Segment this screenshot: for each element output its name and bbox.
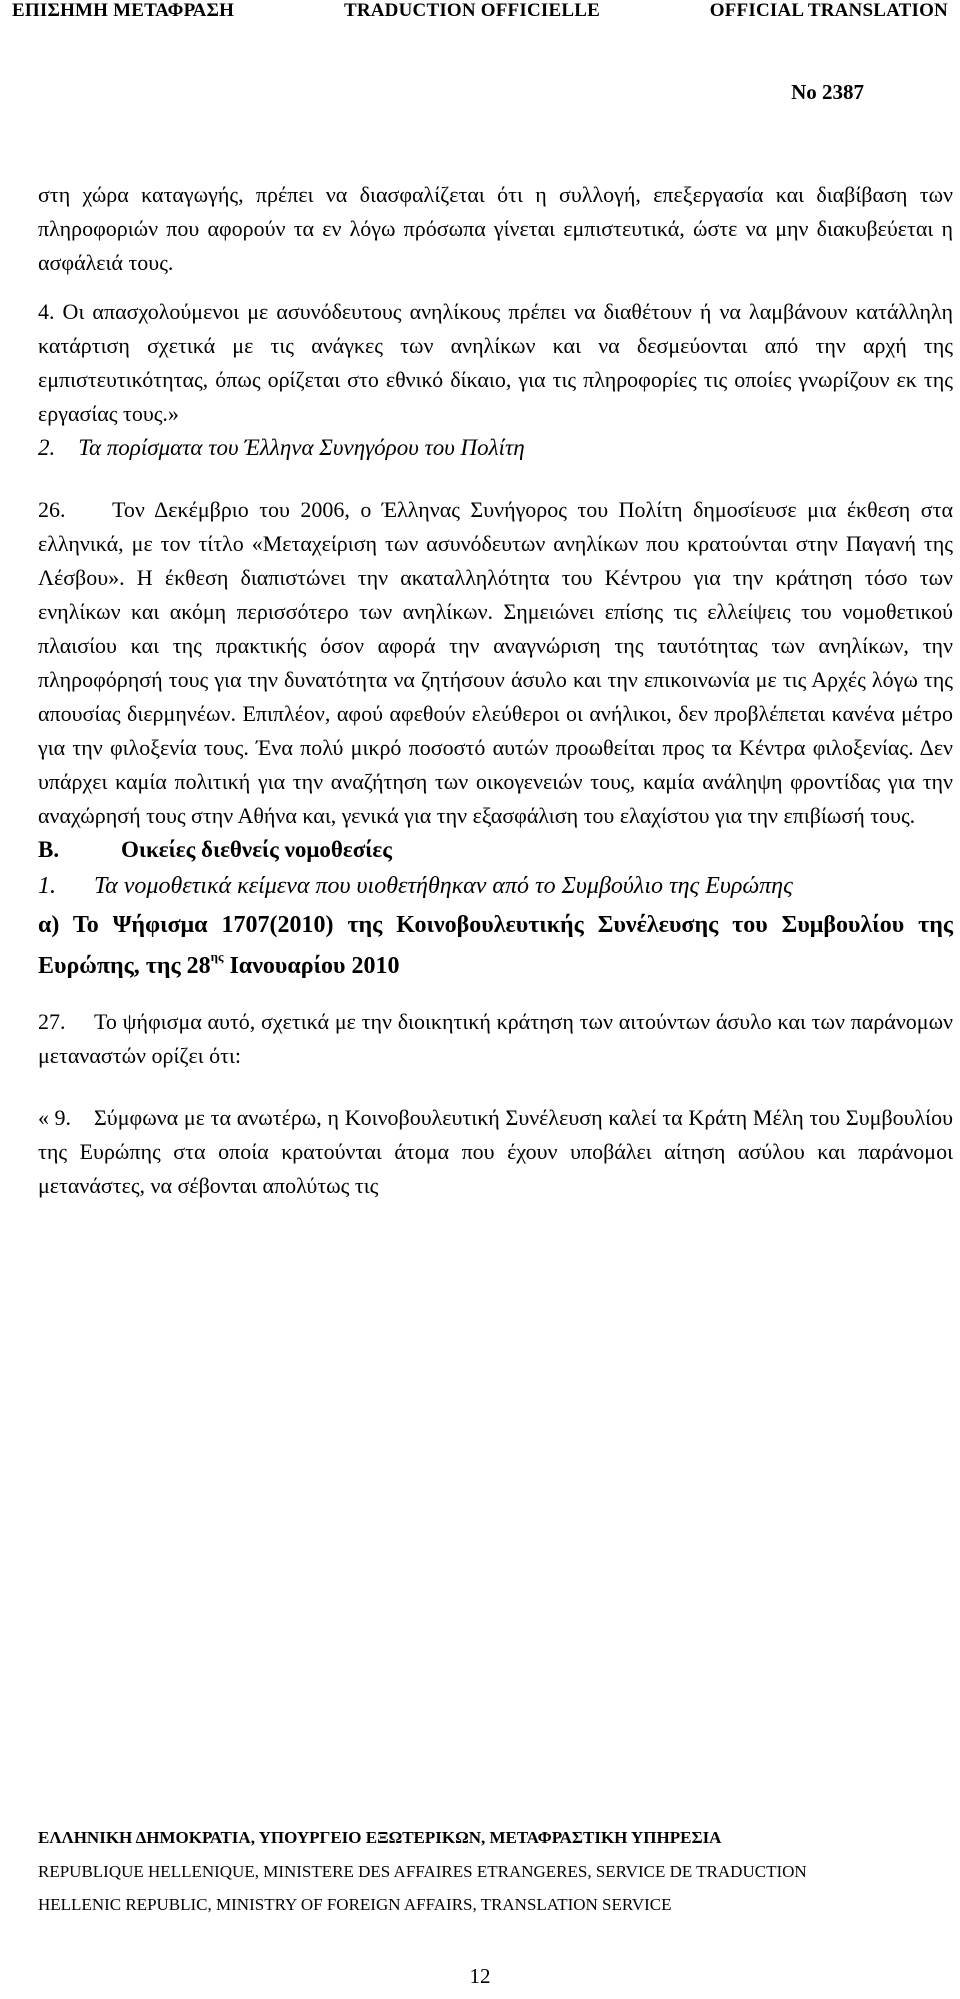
- translation-header: [12, 0, 948, 22]
- paragraph-number: « 9.: [38, 1105, 71, 1130]
- header-english: OFFICIAL TRANSLATION: [709, 0, 948, 21]
- paragraph-27: [38, 1005, 953, 1073]
- paragraph-text: Το ψήφισμα αυτό, σχετικά με την διοικητική κράτηση των αιτούντων άσυλο και των παράνομων μεταναστών ορίζει ότι:: [38, 1009, 953, 1068]
- section-heading-b: [38, 833, 953, 867]
- ordinal-suffix: ης: [210, 949, 224, 964]
- resolution-heading: [38, 905, 953, 987]
- document-number: No 2387: [791, 80, 864, 104]
- subsection-number: 1.: [38, 873, 56, 899]
- footer-french: REPUBLIQUE HELLENIQUE, MINISTERE DES AFFAIRES ETRANGERES, SERVICE DE TRADUCTION: [38, 1862, 807, 1881]
- footer-greek: ΕΛΛΗΝΙΚΗ ΔΗΜΟΚΡΑΤΙΑ, ΥΠΟΥΡΓΕΙΟ ΕΞΩΤΕΡΙΚΩΝ, ΜΕΤΑΦΡΑΣΤΙΚΗ ΥΠΗΡΕΣΙΑ: [38, 1828, 722, 1847]
- subsection-title: Τα νομοθετικά κείμενα που υιοθετήθηκαν από το Συμβούλιο της Ευρώπης: [94, 873, 793, 899]
- paragraph-continuation: στη χώρα καταγωγής, πρέπει να διασφαλίζεται ότι η συλλογή, επεξεργασία και διαβίβαση των πληροφοριών που αφορούν τα εν λόγω πρόσωπα γίνεται εμπιστευτικά, ώστε να μην διακυβεύεται η ασφάλειά τους.: [38, 182, 953, 275]
- section-title: Οικείες διεθνείς νομοθεσίες: [121, 837, 392, 862]
- page-number: 12: [469, 1964, 491, 1988]
- paragraph-number: 26.: [38, 497, 66, 522]
- footer-english: HELLENIC REPUBLIC, MINISTRY OF FOREIGN AFFAIRS, TRANSLATION SERVICE: [38, 1895, 672, 1914]
- paragraph-text: Τον Δεκέμβριο του 2006, ο Έλληνας Συνήγορος του Πολίτη δημοσίευσε μια έκθεση στα ελληνικά, με τον τίτλο «Μεταχείριση των ασυνόδευτων ανηλίκων που κρατούνται στην Παγανή της Λέσβου». Η έκθεση διαπιστώνει την ακαταλληλότητα του Κέντρου για την κράτηση τόσο των ενηλίκων και ακόμη περισσότερο των ανηλίκων. Σημειώνει επίσης τις ελλείψεις του νομοθετικού πλαισίου και της πρακτικής όσον αφορά την αναγνώριση της ταυτότητας των ανηλίκων, την πληροφόρησή τους για την δυνατότητα να ζητήσουν άσυλο και την επικοινωνία με τις Αρχές λόγω της απουσίας διερμηνέων. Επιπλέον, αφού αφεθούν ελεύθεροι οι ανήλικοι, δεν προβλέπεται κανένα μέτρο για την φιλοξενία τους. Ένα πολύ μικρό ποσοστό αυτών προωθείται προς τα Κέντρα φιλοξενίας. Δεν υπάρχει καμία πολιτική για την αναζήτηση των οικογενειών τους, καμία ανάληψη φροντίδας για την αναχώρησή τους στην Αθήνα και, γενικά για την εξασφάλιση του ελαχίστου για την επιβίωσή τους.: [38, 497, 953, 828]
- section-heading-ombudsman: 2. Τα πορίσματα του Έλληνα Συνηγόρου του Πολίτη: [38, 435, 525, 460]
- paragraph-quote-9: [38, 1101, 953, 1203]
- document-body: [38, 178, 953, 1203]
- paragraph-number: 27.: [38, 1009, 66, 1034]
- subsection-heading-council: [38, 867, 953, 905]
- header-french: TRADUCTION OFFICIELLE: [343, 0, 600, 21]
- section-letter: B.: [38, 837, 60, 862]
- paragraph-26: [38, 493, 953, 833]
- header-greek: ΕΠΙΣΗΜΗ ΜΕΤΑΦΡΑΣΗ: [12, 0, 235, 21]
- resolution-date: Ιανουαρίου 2010: [223, 953, 400, 979]
- paragraph-point-4: 4. Οι απασχολούμενοι με ασυνόδευτους ανηλίκους πρέπει να διαθέτουν ή να λαμβάνουν κατάλληλη κατάρτιση σχετικά με τις ανάγκες των ανηλίκων και να δεσμεύονται από την αρχή της εμπιστευτικότητας, όπως ορίζεται στο εθνικό δίκαιο, για τις πληροφορίες τις οποίες γνωρίζουν εκ της εργασίας τους.»: [38, 299, 953, 426]
- paragraph-text: Σύμφωνα με τα ανωτέρω, η Κοινοβουλευτική Συνέλευση καλεί τα Κράτη Μέλη του Συμβουλίου της Ευρώπης στα οποία κρατούνται άτομα που έχουν υποβάλει αίτηση ασύλου και παράνομοι μετανάστες, να σέβονται απολύτως τις: [38, 1105, 953, 1198]
- resolution-title: α) Το Ψήφισμα 1707(2010) της Κοινοβουλευτικής Συνέλευσης του Συμβουλίου της Ευρώπης, της 28: [38, 912, 953, 979]
